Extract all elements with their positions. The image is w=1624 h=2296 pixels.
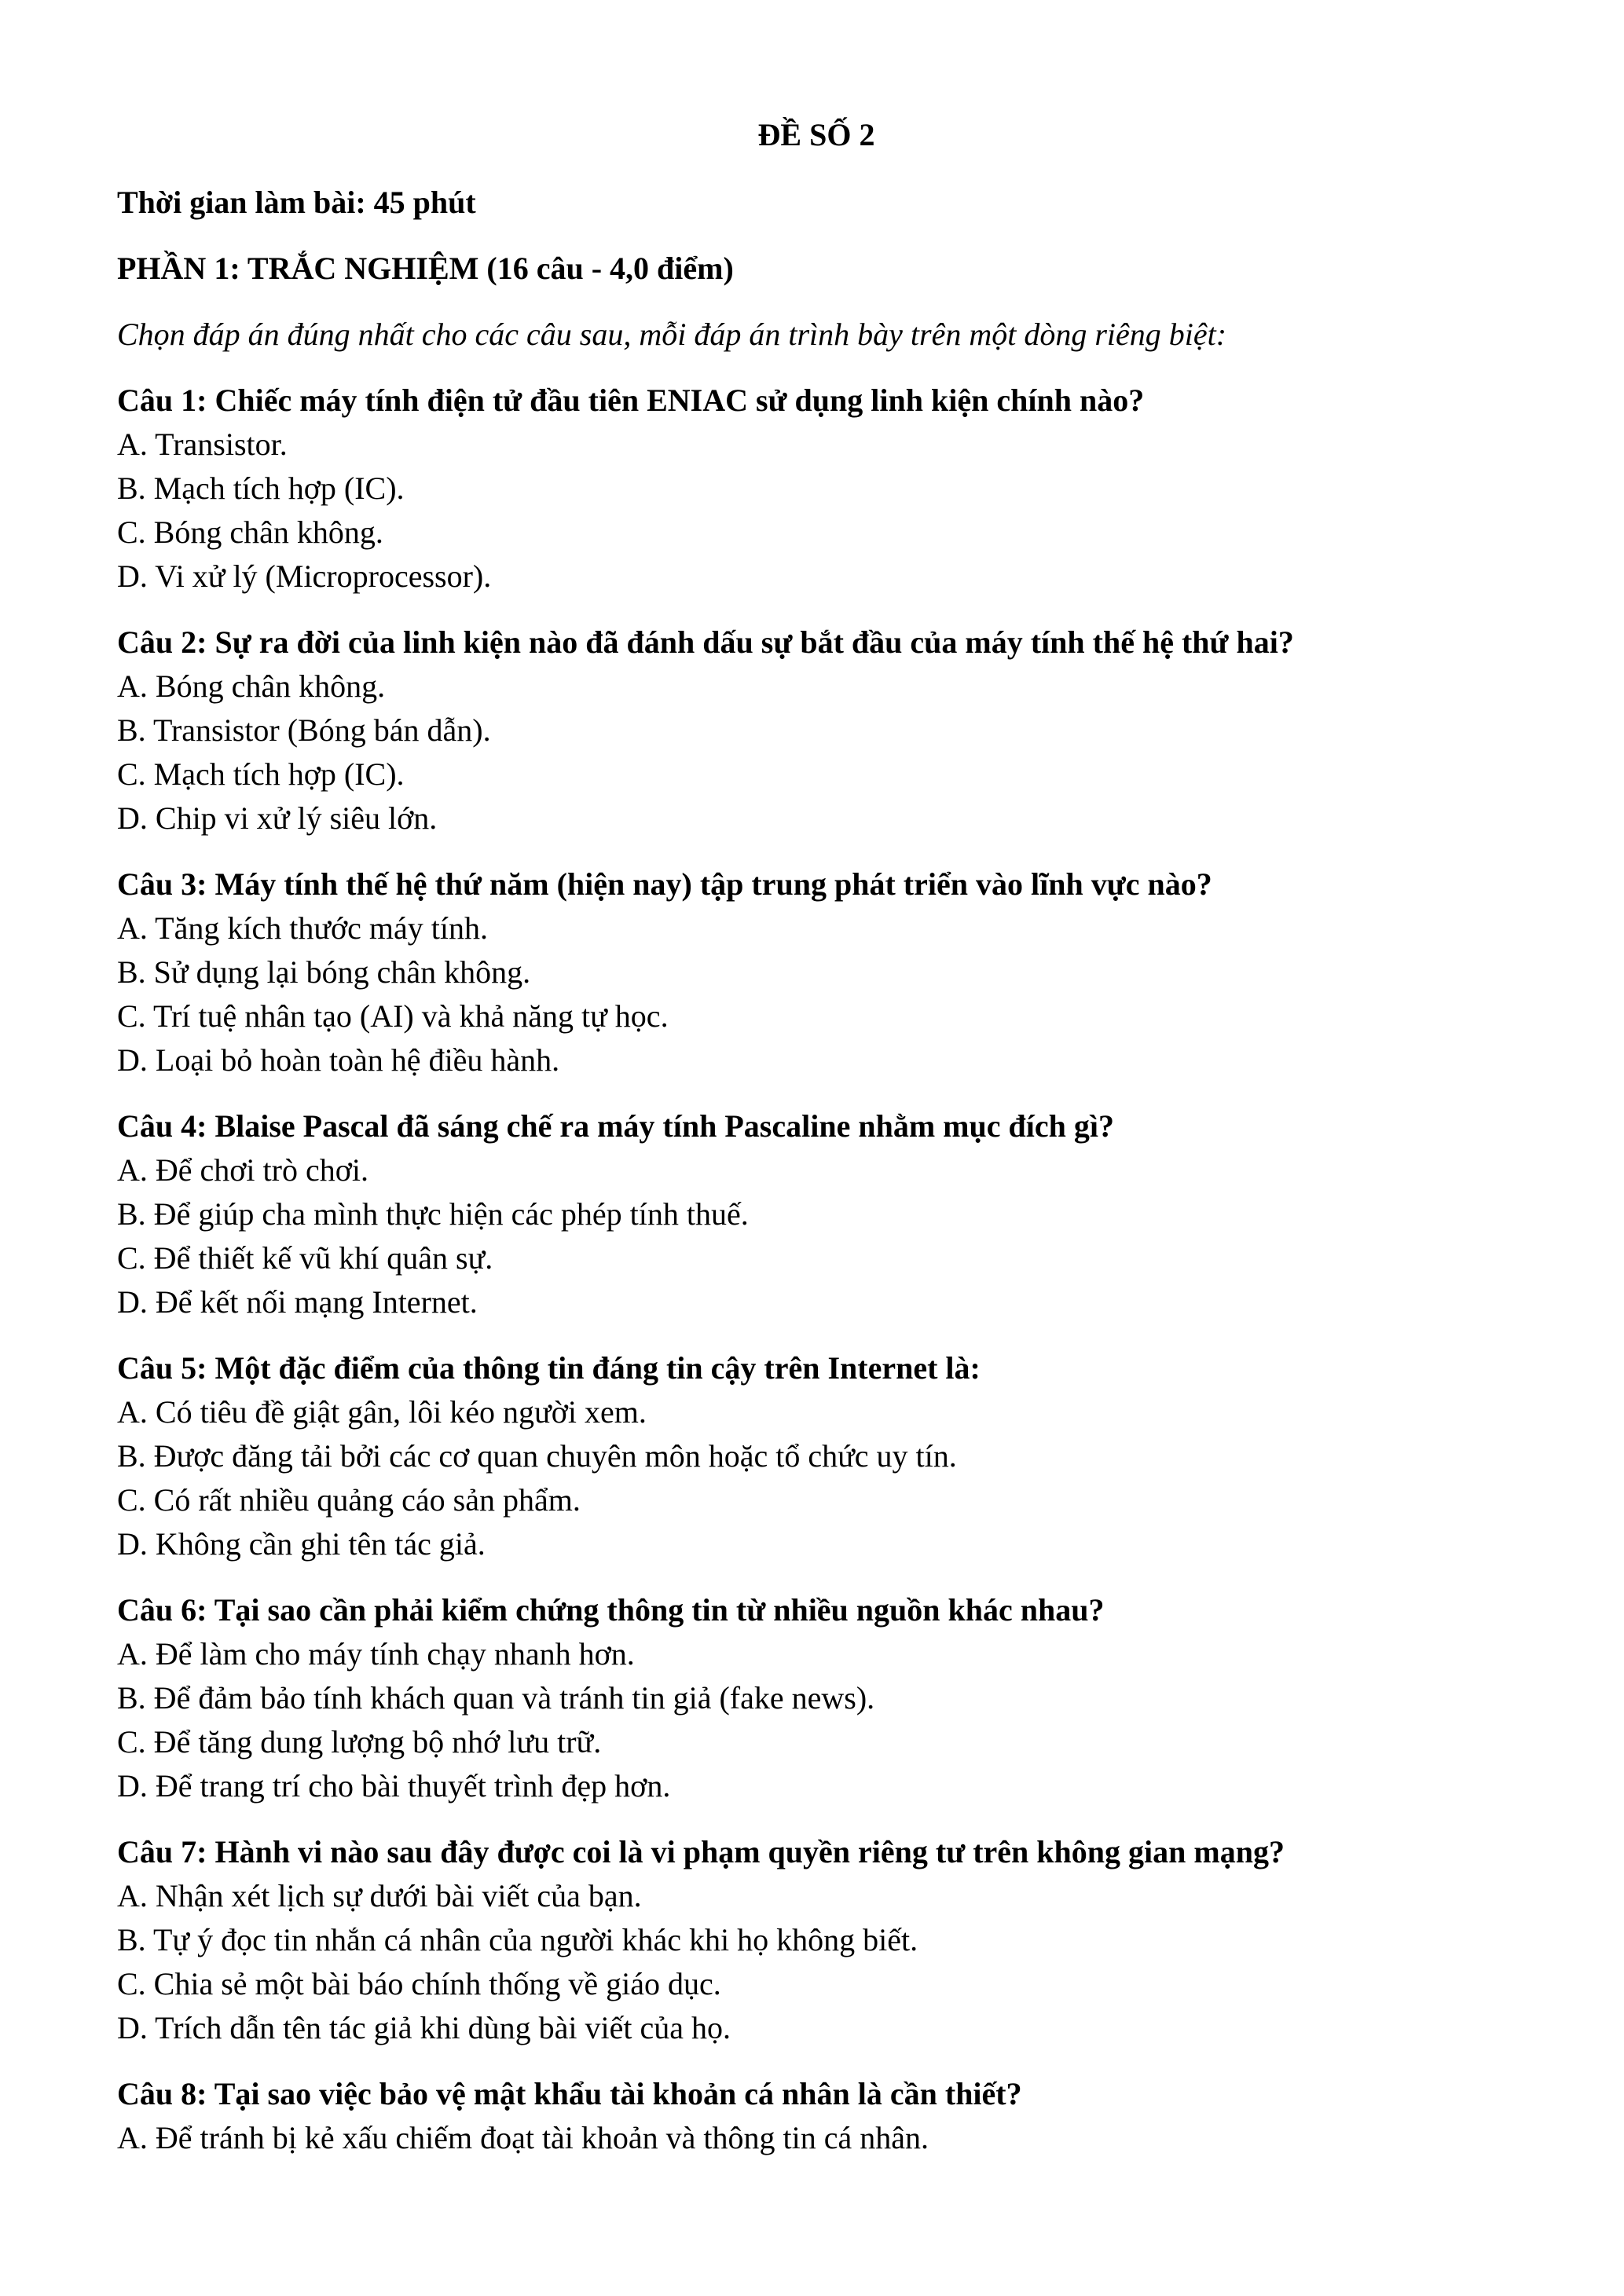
option-d: D. Trích dẫn tên tác giả khi dùng bài viết của họ. xyxy=(117,2010,731,2045)
document-content xyxy=(117,115,1516,2182)
option-d: D. Vi xử lý (Microprocessor). xyxy=(117,558,492,594)
option-a: A. Để tránh bị kẻ xấu chiếm đoạt tài khoản và thông tin cá nhân. xyxy=(117,2120,929,2155)
exam-title: ĐỀ SỐ 2 xyxy=(757,117,875,152)
option-b: B. Được đăng tải bởi các cơ quan chuyên môn hoặc tổ chức uy tín. xyxy=(117,1438,957,1474)
question-8 xyxy=(117,2072,1516,2160)
instruction-text: Chọn đáp án đúng nhất cho các câu sau, mỗi đáp án trình bày trên một dòng riêng biệt: xyxy=(117,317,1227,352)
question-5 xyxy=(117,1346,1516,1566)
question-6 xyxy=(117,1588,1516,1808)
question-text: Câu 6: Tại sao cần phải kiểm chứng thông tin từ nhiều nguồn khác nhau? xyxy=(117,1592,1105,1628)
option-c: C. Trí tuệ nhân tạo (AI) và khả năng tự học. xyxy=(117,998,669,1034)
option-b: B. Sử dụng lại bóng chân không. xyxy=(117,954,531,990)
question-text: Câu 4: Blaise Pascal đã sáng chế ra máy tính Pascaline nhằm mục đích gì? xyxy=(117,1108,1114,1144)
option-a: A. Bóng chân không. xyxy=(117,668,386,704)
question-text: Câu 8: Tại sao việc bảo vệ mật khẩu tài khoản cá nhân là cần thiết? xyxy=(117,2076,1022,2111)
option-b: B. Để giúp cha mình thực hiện các phép tính thuế. xyxy=(117,1196,749,1232)
question-text: Câu 5: Một đặc điểm của thông tin đáng tin cậy trên Internet là: xyxy=(117,1350,981,1386)
option-c: C. Mạch tích hợp (IC). xyxy=(117,756,405,792)
part-heading: PHẦN 1: TRẮC NGHIỆM (16 câu - 4,0 điểm) xyxy=(117,251,734,286)
question-7 xyxy=(117,1830,1516,2050)
option-b: B. Để đảm bảo tính khách quan và tránh tin giả (fake news). xyxy=(117,1680,875,1716)
option-a: A. Transistor. xyxy=(117,427,288,462)
option-c: C. Để tăng dung lượng bộ nhớ lưu trữ. xyxy=(117,1724,602,1760)
question-2 xyxy=(117,621,1516,840)
question-3 xyxy=(117,862,1516,1082)
option-a: A. Nhận xét lịch sự dưới bài viết của bạn. xyxy=(117,1878,642,1913)
option-b: B. Tự ý đọc tin nhắn cá nhân của người khác khi họ không biết. xyxy=(117,1922,918,1957)
option-d: D. Để kết nối mạng Internet. xyxy=(117,1284,478,1320)
option-a: A. Để chơi trò chơi. xyxy=(117,1152,368,1188)
question-text: Câu 1: Chiếc máy tính điện tử đầu tiên ENIAC sử dụng linh kiện chính nào? xyxy=(117,383,1145,418)
option-c: C. Có rất nhiều quảng cáo sản phẩm. xyxy=(117,1482,581,1518)
option-a: A. Tăng kích thước máy tính. xyxy=(117,910,489,946)
option-a: A. Để làm cho máy tính chạy nhanh hơn. xyxy=(117,1636,635,1672)
time-limit-line: Thời gian làm bài: 45 phút xyxy=(117,185,476,220)
question-4 xyxy=(117,1104,1516,1324)
option-c: C. Chia sẻ một bài báo chính thống về giáo dục. xyxy=(117,1966,721,2001)
question-text: Câu 2: Sự ra đời của linh kiện nào đã đánh dấu sự bắt đầu của máy tính thế hệ thứ hai? xyxy=(117,624,1294,660)
option-a: A. Có tiêu đề giật gân, lôi kéo người xem. xyxy=(117,1394,647,1430)
option-d: D. Không cần ghi tên tác giả. xyxy=(117,1526,486,1562)
option-c: C. Để thiết kế vũ khí quân sự. xyxy=(117,1240,493,1276)
option-d: D. Loại bỏ hoàn toàn hệ điều hành. xyxy=(117,1042,560,1078)
question-text: Câu 7: Hành vi nào sau đây được coi là vi phạm quyền riêng tư trên không gian mạng? xyxy=(117,1834,1285,1869)
question-text: Câu 3: Máy tính thế hệ thứ năm (hiện nay) tập trung phát triển vào lĩnh vực nào? xyxy=(117,866,1212,902)
option-d: D. Chip vi xử lý siêu lớn. xyxy=(117,800,438,836)
option-b: B. Transistor (Bóng bán dẫn). xyxy=(117,712,491,748)
option-c: C. Bóng chân không. xyxy=(117,514,383,550)
question-1 xyxy=(117,379,1516,599)
option-b: B. Mạch tích hợp (IC). xyxy=(117,471,405,506)
option-d: D. Để trang trí cho bài thuyết trình đẹp hơn. xyxy=(117,1768,671,1803)
